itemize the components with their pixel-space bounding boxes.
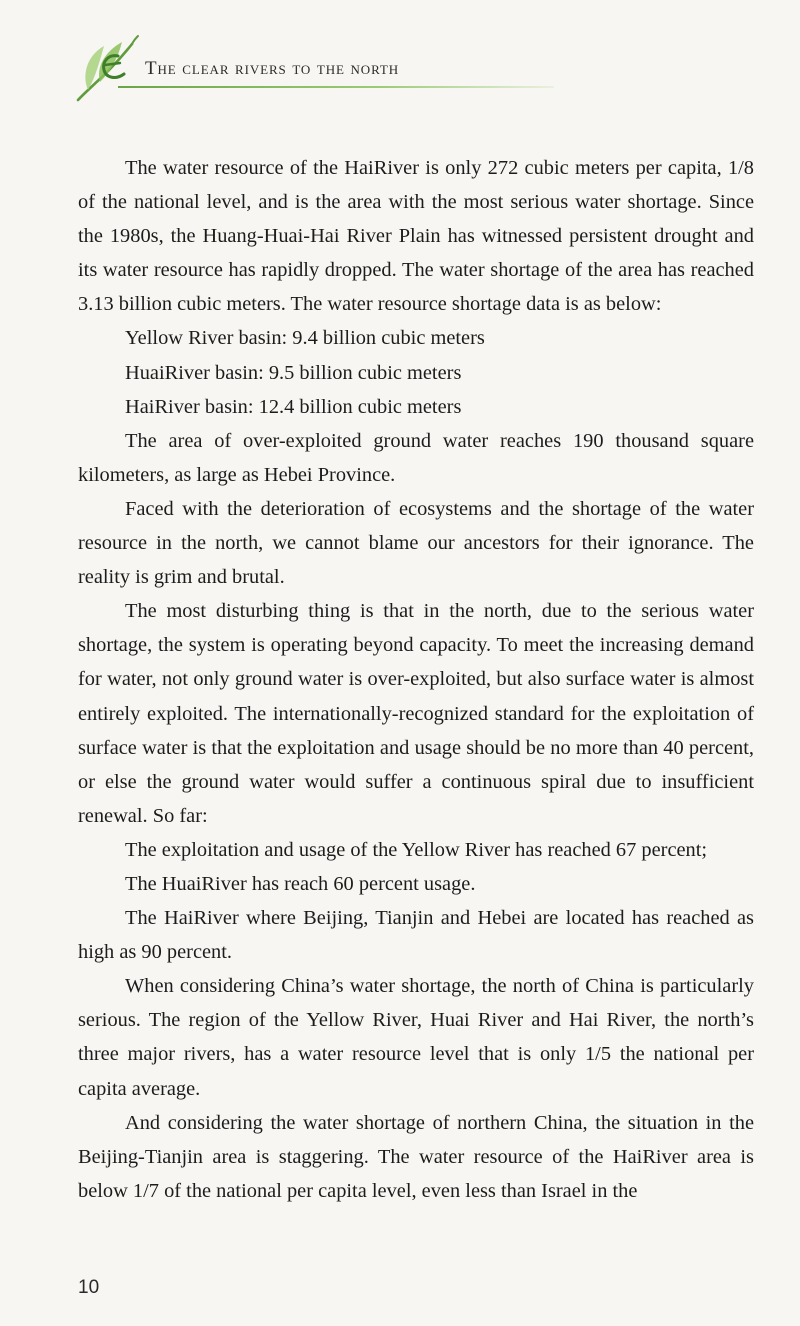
list-item: HaiRiver basin: 12.4 billion cubic meters [125,395,462,418]
list-item: The exploitation and usage of the Yellow River has reached 67 percent; [125,838,708,861]
page-number: 10 [78,1277,100,1298]
paragraph: The most disturbing thing is that in the north, due to the serious water shortage, the system is operating beyond capacity. To meet the increasing demand for water, not only ground water is over-exploited, but also surface water is almost entirely exploited. The internationally-recognized standard for the exploitation of surface water is that the exploitation and usage should be no more than 40 percent, or else the ground water would suffer a continuous spiral due to insufficient renewal. So far: [78,600,754,827]
paragraph: When considering China’s water shortage, the north of China is particularly serious. The region of the Yellow River, Huai River and Hai River, the north’s three major rivers, has a water resource level that is only 1/5 the national per capita average. [78,975,754,1100]
paragraph: The area of over-exploited ground water reaches 190 thousand square kilometers, as large as Hebei Province. [78,429,754,486]
list-item: HuaiRiver basin: 9.5 billion cubic meters [125,361,462,384]
running-header [74,32,554,102]
leaf-e-logo-icon [74,32,144,102]
paragraph: The water resource of the HaiRiver is only 272 cubic meters per capita, 1/8 of the national level, and is the area with the most serious water shortage. Since the 1980s, the Huang-Huai-Hai River Plain has witnessed persistent drought and its water resource has rapidly dropped. The water shortage of the area has reached 3.13 billion cubic meters. The water resource shortage data is as below: [78,157,754,316]
header-divider [118,86,554,88]
list-item: The HuaiRiver has reach 60 percent usage. [125,872,476,895]
running-title: The clear rivers to the north [145,58,399,79]
paragraph: And considering the water shortage of northern China, the situation in the Beijing-Tianjin area is staggering. The water resource of the HaiRiver area is below 1/7 of the national per capita level, even less than Israel in the [78,1111,754,1202]
paragraph: The HaiRiver where Beijing, Tianjin and Hebei are located has reached as high as 90 percent. [78,907,754,964]
body-text [78,151,754,1208]
list-item: Yellow River basin: 9.4 billion cubic meters [125,327,485,350]
paragraph: Faced with the deterioration of ecosystems and the shortage of the water resource in the north, we cannot blame our ancestors for their ignorance. The reality is grim and brutal. [78,497,754,589]
